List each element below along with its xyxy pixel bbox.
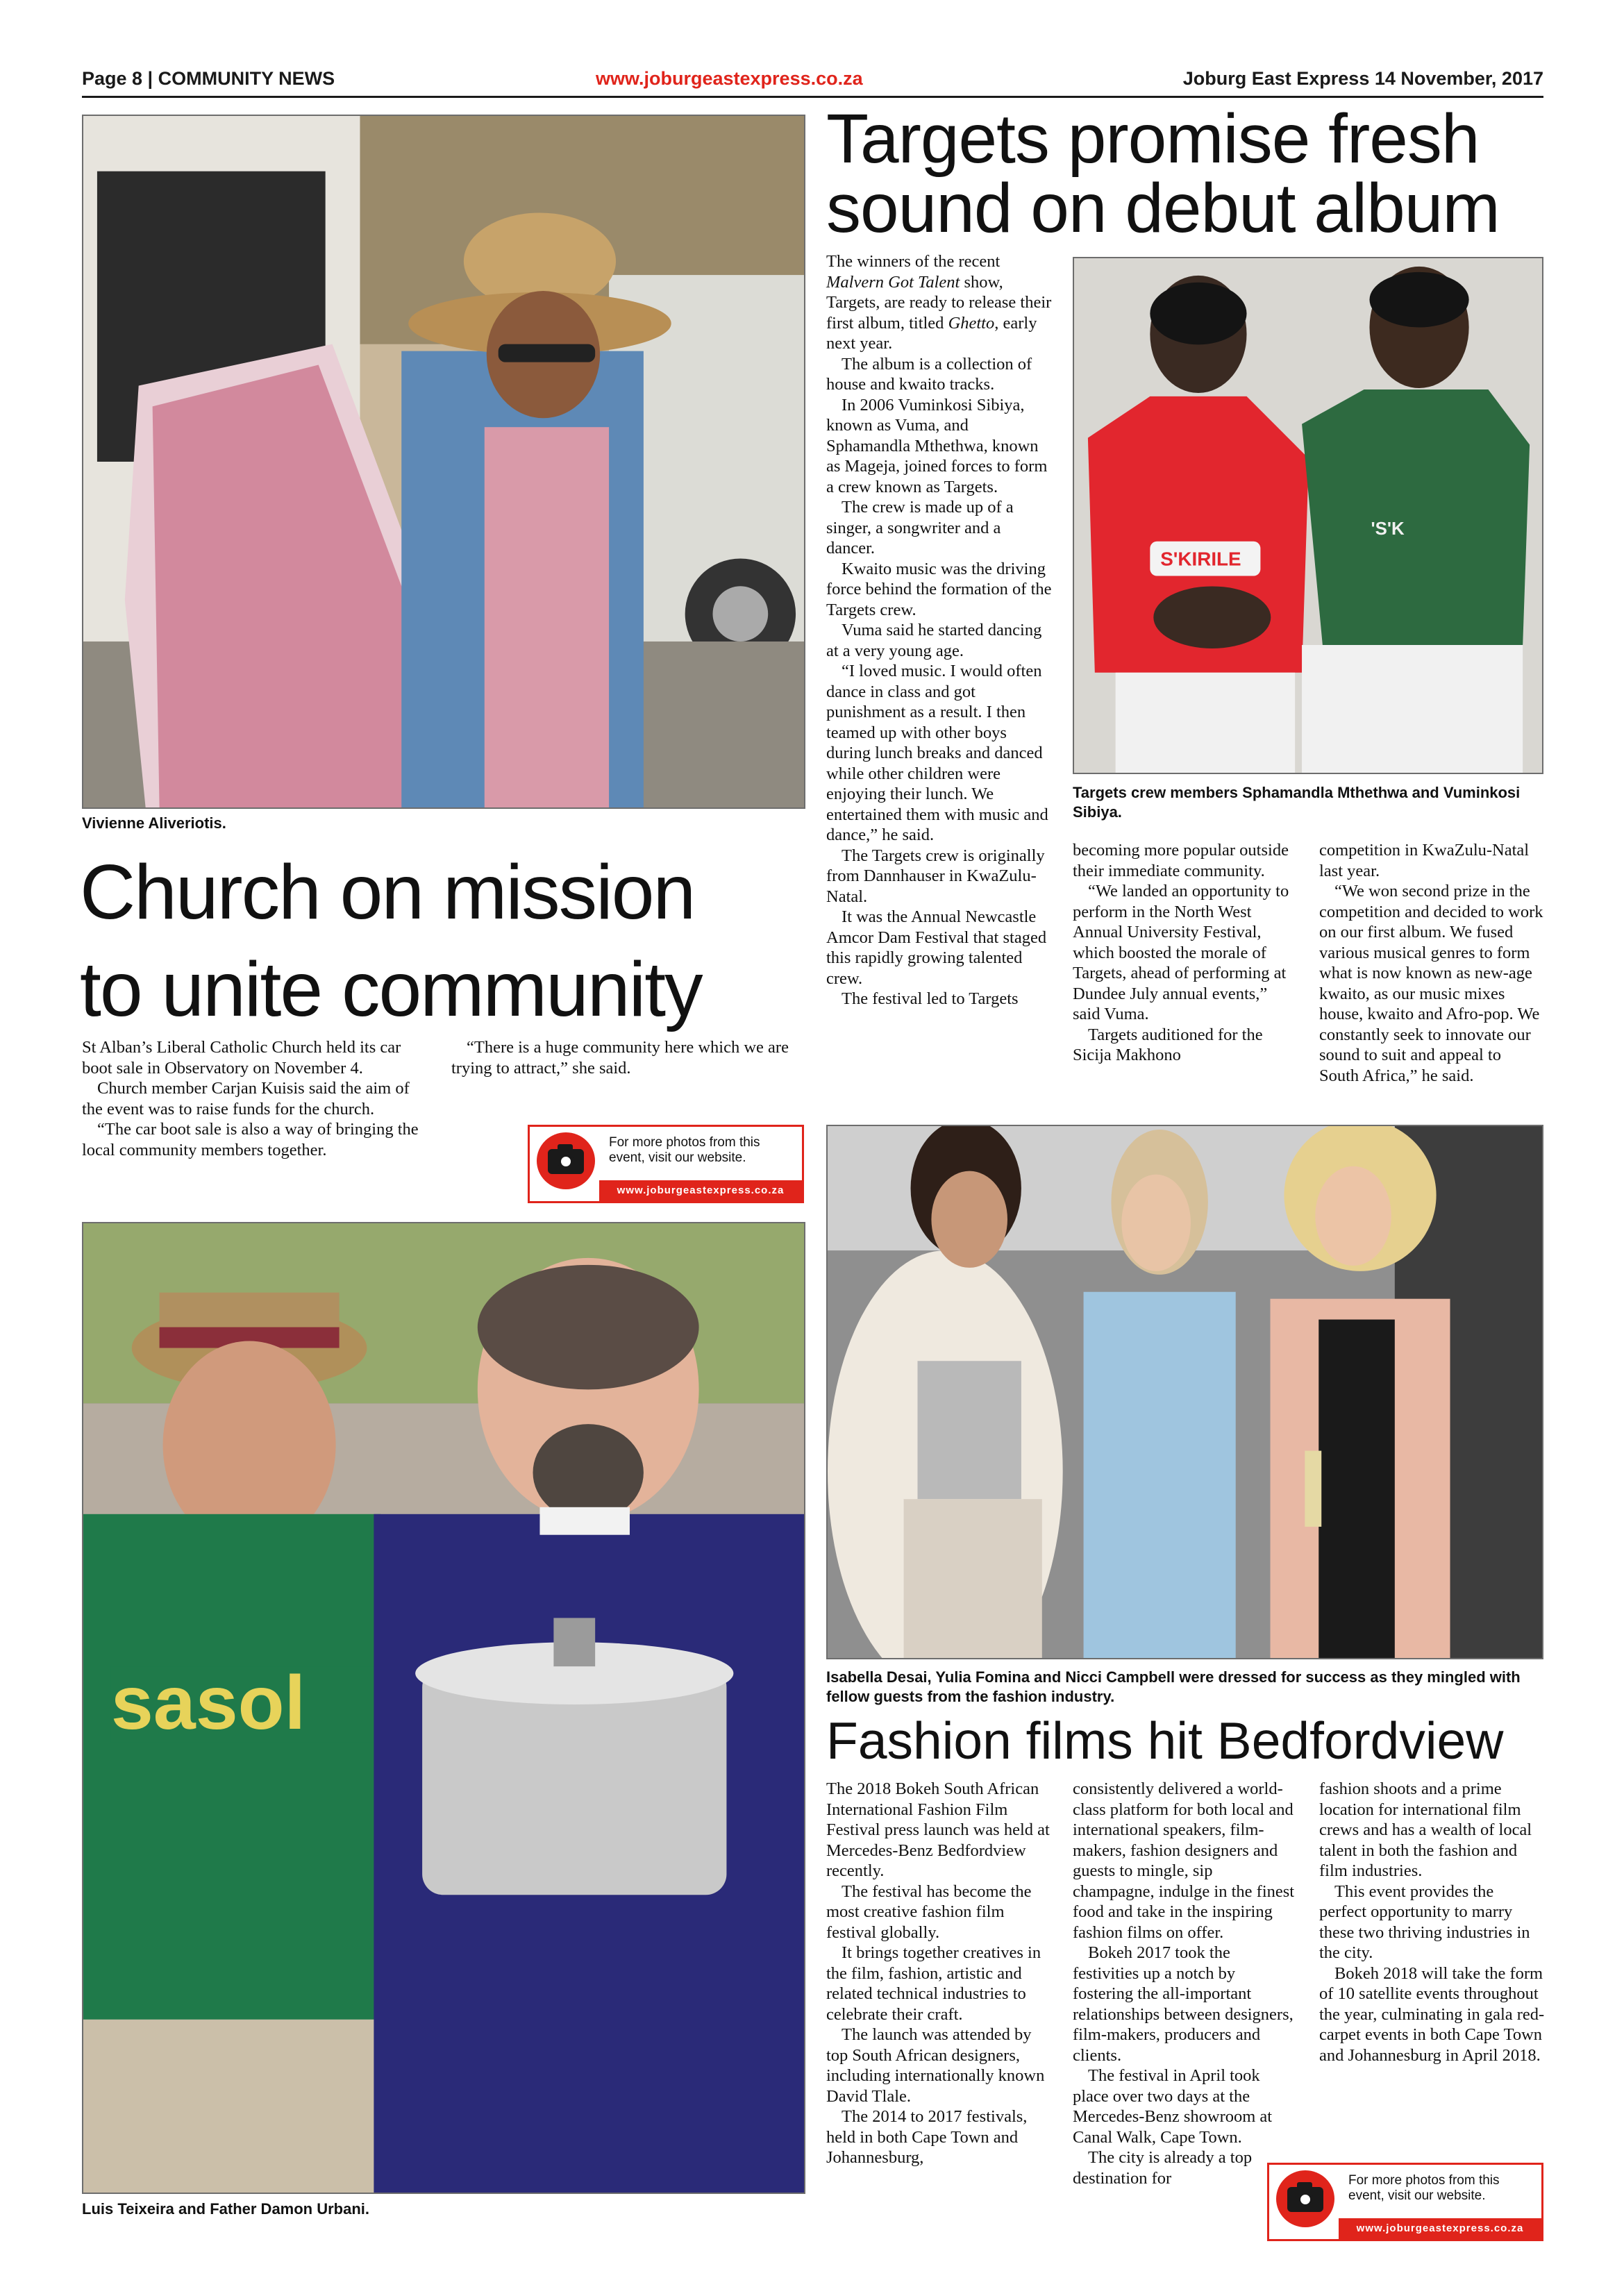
fashion-caption: Isabella Desai, Yulia Fomina and Nicci Campbell were dressed for success as they mingled with fellow guests from the fashion industry. [826,1668,1521,1705]
paragraph: Kwaito music was the driving force behind the formation of the Targets crew. [826,559,1052,619]
paragraph: The city is already a top destination for [1073,2148,1253,2188]
paragraph: In 2006 Vuminkosi Sibiya, known as Vuma, and Sphamandla Mthethwa, known as Mageja, joined forces to form a crew known as Targets. [826,395,1048,496]
church-headline-line2: to unite community [80,946,702,1032]
luis-damon-photo [82,1222,805,2194]
promo-url-link[interactable]: www.joburgeastexpress.co.za [1339,2218,1541,2239]
targets-column-3 [1319,840,1545,1086]
luis-damon-caption: Luis Teixeira and Father Damon Urbani. [82,2200,370,2218]
paragraph: “There is a huge community here which we are trying to attract,” she said. [451,1038,789,1078]
website-link[interactable]: www.joburgeastexpress.co.za [596,68,863,89]
targets-headline [826,100,1562,247]
paragraph: “The car boot sale is also a way of bringing the local community members together. [82,1120,419,1159]
paragraph: consistently delivered a world-class platform for both local and international speakers, film-makers, fashion designers and guests to mingle, sip champagne, indulge in the finest food and take in the inspiring fashion films on offer. [1073,1779,1295,1942]
paragraph: Targets auditioned for the Sicija Makhono [1073,1025,1263,1064]
fashion-column-2 [1073,1779,1298,2188]
fashion-headline: Fashion films hit Bedfordview [826,1711,1504,1770]
paragraph: The festival led to Targets [842,989,1019,1008]
paragraph: This event provides the perfect opportunity to marry these two thriving industries in the city. [1319,1882,1530,1962]
page-section-label: Page 8 | COMMUNITY NEWS [82,68,335,89]
church-column-1 [82,1037,429,1160]
edition-date: Joburg East Express 14 November, 2017 [1182,68,1543,89]
paragraph: becoming more popular outside their immediate community. [1073,841,1289,880]
paragraph: The Targets crew is originally from Dannhauser in KwaZulu-Natal. [826,846,1045,906]
targets-photo [1073,257,1543,774]
paragraph: The album is a collection of house and kwaito tracks. [826,354,1032,394]
fashion-column-3 [1319,1779,1545,2065]
paragraph: “I loved music. I would often dance in class and got punishment as a result. I then teamed up with other boys during lunch breaks and danced while other children were enjoying their lunch. We entertained them with music and dance,” he said. [826,662,1048,844]
paragraph: Bokeh 2018 will take the form of 10 satellite events throughout the year, culminating in gala red-carpet events in both Cape Town and Johannesburg in April 2018. [1319,1963,1545,2065]
vivienne-photo [82,115,805,809]
paragraph: “We won second prize in the competition and decided to work on our first album. We fused various musical genres to form what is now known as new-age kwaito, as our music mixes house, kwaito and Afro-pop. We constantly seek to innovate our sound to suit and appeal to South Africa,” he said. [1319,882,1543,1085]
paragraph: It was the Annual Newcastle Amcor Dam Festival that staged this rapidly growing talented crew. [826,907,1047,988]
fashion-column-1 [826,1779,1052,2168]
church-headline [80,844,816,1038]
paragraph: The 2018 Bokeh South African International Fashion Film Festival press launch was held at Mercedes-Benz Bedfordview recently. [826,1779,1050,1880]
promo-url-link[interactable]: www.joburgeastexpress.co.za [599,1180,802,1201]
targets-column-1 [826,251,1052,1009]
page-header [82,64,1543,94]
paragraph: The festival has become the most creative fashion film festival globally. [826,1882,1032,1942]
church-headline-line1: Church on mission [80,849,695,935]
promo-text: For more photos from this event, visit our website. [609,1135,760,1165]
camera-icon [537,1132,595,1189]
paragraph: Vuma said he started dancing at a very young age. [826,621,1042,660]
paragraph: St Alban’s Liberal Catholic Church held its car boot sale in Observatory on November 4. [82,1038,401,1078]
paragraph: fashion shoots and a prime location for international film crews and has a wealth of local talent in both the fashion and film industries. [1319,1779,1532,1880]
vivienne-caption: Vivienne Aliveriotis. [82,814,226,832]
fashion-photo [826,1125,1543,1659]
camera-icon [1276,2170,1334,2227]
paragraph: Bokeh 2017 took the festivities up a notch by fostering the all-important relationships between designers, film-makers, producers and clients. [1073,1943,1294,2065]
shirt-print-text: S'KIRILE [1160,548,1241,570]
targets-caption: Targets crew members Sphamandla Mthethwa and Vuminkosi Sibiya. [1073,784,1521,821]
header-rule [82,96,1543,98]
jersey-sponsor-text: sasol [110,1660,306,1745]
photo-promo-box[interactable] [528,1125,804,1203]
shirt-print-text-2: 'S'K [1371,519,1405,539]
paragraph: “We landed an opportunity to perform in the North West Annual University Festival, which boosted the morale of Targets, ahead of performing at Dundee July annual events,” said Vuma. [1073,882,1289,1023]
paragraph: The 2014 to 2017 festivals, held in both Cape Town and Johannesburg, [826,2107,1028,2167]
paragraph: The festival in April took place over two days at the Mercedes-Benz showroom at Canal Walk, Cape Town. [1073,2066,1273,2147]
paragraph: The winners of the recent Malvern Got Talent show, Targets, are ready to release their first album, titled Ghetto, early next year. [826,252,1052,353]
church-column-2 [451,1037,805,1078]
targets-headline-line1: Targets promise fresh [826,100,1480,178]
promo-text: For more photos from this event, visit our website. [1348,2173,1500,2203]
paragraph: It brings together creatives in the film, fashion, artistic and related technical industries to celebrate their craft. [826,1943,1041,2024]
paragraph: The launch was attended by top South African designers, including internationally known David Tlale. [826,2025,1045,2106]
paragraph: competition in KwaZulu-Natal last year. [1319,841,1530,880]
targets-column-2 [1073,840,1298,1066]
paragraph: The crew is made up of a singer, a songwriter and a dancer. [826,498,1014,558]
photo-promo-box[interactable] [1267,2163,1543,2241]
targets-headline-line2: sound on debut album [826,169,1500,247]
paragraph: Church member Carjan Kuisis said the aim of the event was to raise funds for the church. [82,1079,410,1118]
